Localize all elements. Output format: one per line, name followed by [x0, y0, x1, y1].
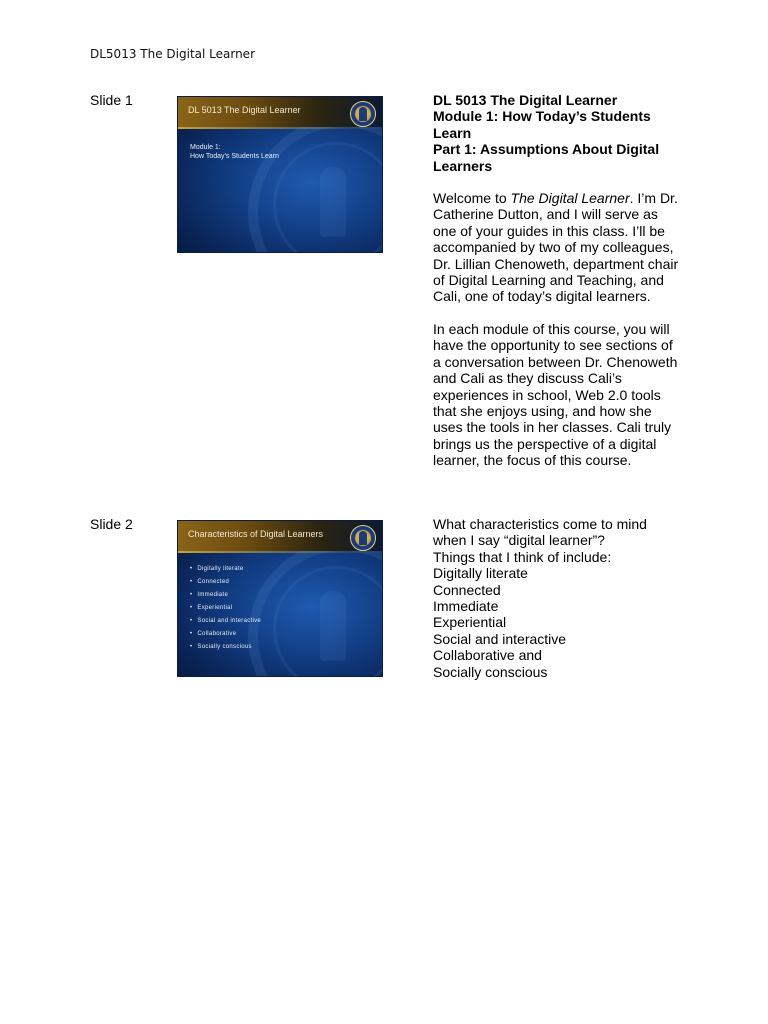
notes-list-item: Experiential: [433, 614, 507, 631]
welcome-body: . I’m Dr. Catherine Dutton, and I will serve as one of your guides in this class. I’ll be accompanied by two of my colleagues, Dr. Lillian Chenoweth, department chair of Digital Learning and Teaching, and Cali, one of today’s digital learners.: [433, 190, 679, 305]
slide-1-title: DL 5013 The Digital Learner: [188, 105, 301, 115]
title-bar-underline: [178, 551, 382, 553]
notes-lead: Things that I think of include:: [433, 548, 612, 565]
slide-2-notes: [433, 516, 683, 680]
slide-bullet: • Digitally literate: [190, 563, 261, 576]
logo-torch-icon: [359, 531, 367, 545]
notes-heading-part: Part 1: Assumptions About Digital Learners: [433, 141, 660, 174]
slide-1-label: Slide 1: [90, 92, 133, 108]
notes-list-item: Digitally literate: [433, 565, 528, 582]
slide-bullet: • Socially conscious: [190, 641, 261, 654]
notes-list-item: Collaborative and: [433, 647, 542, 664]
slide-1-notes: [433, 92, 683, 469]
document-header: DL5013 The Digital Learner: [90, 47, 255, 61]
logo-torch-icon: [359, 107, 367, 121]
notes-paragraph-modules: In each module of this course, you will have the opportunity to see sections of a conversation between Dr. Chenoweth and Cali as they discuss Cali’s experiences in school, Web 2.0 tools that she enjoys using, and how she uses the tools in her classes. Cali truly brings us the perspective of a digital learner, the focus of this course.: [433, 320, 678, 469]
notes-list-item: Connected: [433, 581, 501, 598]
notes-list-item: Socially conscious: [433, 663, 548, 680]
slide-bullet: • Collaborative: [190, 628, 261, 641]
slide-bullet: • Immediate: [190, 589, 261, 602]
torch-watermark: [320, 591, 346, 661]
notes-heading-module: Module 1: How Today’s Students Learn: [433, 108, 651, 141]
slide-bullet: • Social and interactive: [190, 615, 261, 628]
college-logo-icon: [350, 101, 376, 127]
notes-intro: What characteristics come to mind when I say “digital learner”?: [433, 516, 647, 549]
torch-watermark: [320, 167, 346, 237]
notes-list-item: Social and interactive: [433, 630, 567, 647]
notes-list-item: Immediate: [433, 598, 499, 615]
slide-2-thumbnail: [177, 520, 383, 677]
notes-paragraph-welcome: [433, 190, 683, 305]
slide-2-label: Slide 2: [90, 516, 133, 532]
slide-2-title: Characteristics of Digital Learners: [188, 529, 324, 539]
notes-heading-course: DL 5013 The Digital Learner: [433, 92, 618, 108]
slide-1-thumbnail: [177, 96, 383, 253]
slide-2-bullet-list: [190, 563, 261, 654]
subtitle-line-1: Module 1:: [190, 144, 221, 151]
subtitle-line-2: How Today’s Students Learn: [190, 153, 279, 160]
slide-bullet: • Experiential: [190, 602, 261, 615]
title-bar-underline: [178, 127, 382, 129]
college-logo-icon: [350, 525, 376, 551]
welcome-prefix: Welcome to: [433, 190, 511, 207]
slide-1-subtitle: [190, 143, 279, 161]
course-title-italic: The Digital Learner: [510, 190, 630, 207]
slide-bullet: • Connected: [190, 576, 261, 589]
